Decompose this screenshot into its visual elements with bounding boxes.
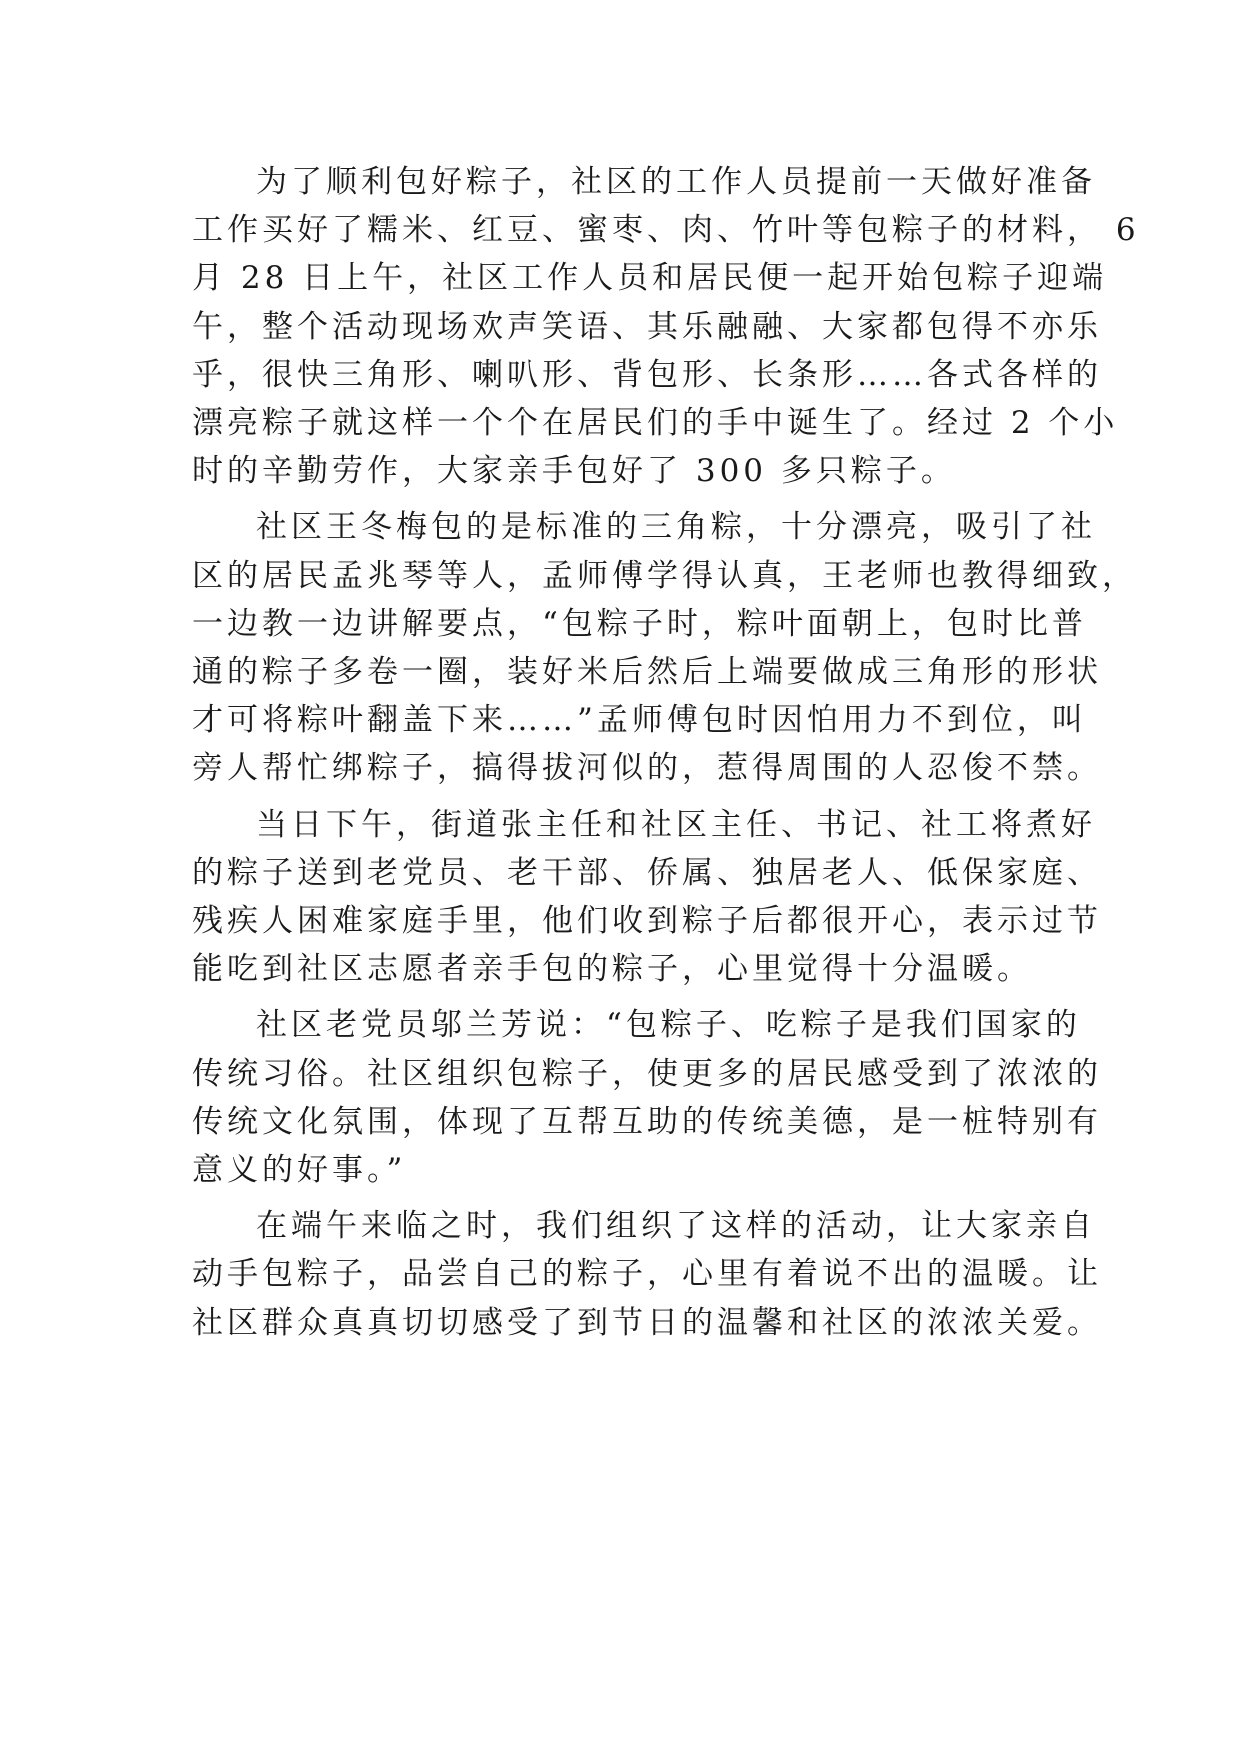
text-line: 旁人帮忙绑粽子，搞得拔河似的，惹得周围的人忍俊不禁。 <box>192 750 1102 787</box>
text-line: 社区老党员邬兰芳说：“包粽子、吃粽子是我们国家的 <box>256 1007 1081 1044</box>
document-body <box>192 158 1140 1355</box>
text-line: 传统文化氛围，体现了互帮互助的传统美德，是一桩特别有 <box>192 1103 1102 1140</box>
text-line: 能吃到社区志愿者亲手包的粽子，心里觉得十分温暖。 <box>192 951 1032 988</box>
text-line: 时的辛勤劳作，大家亲手包好了 300 多只粽子。 <box>192 453 956 490</box>
text-line: 社区王冬梅包的是标准的三角粽，十分漂亮，吸引了社 <box>256 509 1096 546</box>
text-line: 一边教一边讲解要点，“包粽子时，粽叶面朝上，包时比普 <box>192 605 1087 642</box>
text-line: 社区群众真真切切感受了到节日的温馨和社区的浓浓关爱。 <box>192 1304 1102 1341</box>
text-line: 传统习俗。社区组织包粽子，使更多的居民感受到了浓浓的 <box>192 1055 1102 1092</box>
paragraph-quote <box>192 1001 1102 1194</box>
text-line: 当日下午，街道张主任和社区主任、书记、社工将煮好 <box>256 806 1096 843</box>
text-line: 通的粽子多卷一圈，装好米后然后上端要做成三角形的形状 <box>192 654 1102 691</box>
text-line: 工作买好了糯米、红豆、蜜枣、肉、竹叶等包粽子的材料， 6 <box>192 212 1140 249</box>
paragraph-teaching <box>192 503 1137 792</box>
paragraph-conclusion <box>192 1202 1102 1347</box>
text-line: 午，整个活动现场欢声笑语、其乐融融、大家都包得不亦乐 <box>192 308 1102 345</box>
text-line: 月 28 日上午，社区工作人员和居民便一起开始包粽子迎端 <box>192 260 1108 297</box>
text-line: 动手包粽子，品尝自己的粽子，心里有着说不出的温暖。让 <box>192 1256 1102 1293</box>
paragraph-preparation <box>192 158 1140 495</box>
text-line: 区的居民孟兆琴等人，孟师傅学得认真，王老师也教得细致， <box>192 557 1137 594</box>
text-line: 才可将粽叶翻盖下来……”孟师傅包时因怕用力不到位，叫 <box>192 702 1087 739</box>
text-line: 为了顺利包好粽子，社区的工作人员提前一天做好准备 <box>256 164 1096 200</box>
text-line: 意义的好事。” <box>192 1152 407 1189</box>
text-line: 乎，很快三角形、喇叭形、背包形、长条形……各式各样的 <box>192 356 1102 393</box>
text-line: 残疾人困难家庭手里，他们收到粽子后都很开心，表示过节 <box>192 903 1102 940</box>
text-line: 的粽子送到老党员、老干部、侨属、独居老人、低保家庭、 <box>192 854 1102 891</box>
paragraph-delivery <box>192 801 1102 994</box>
text-line: 在端午来临之时，我们组织了这样的活动，让大家亲自 <box>256 1208 1096 1245</box>
text-line: 漂亮粽子就这样一个个在居民们的手中诞生了。经过 2 个小 <box>192 405 1119 442</box>
